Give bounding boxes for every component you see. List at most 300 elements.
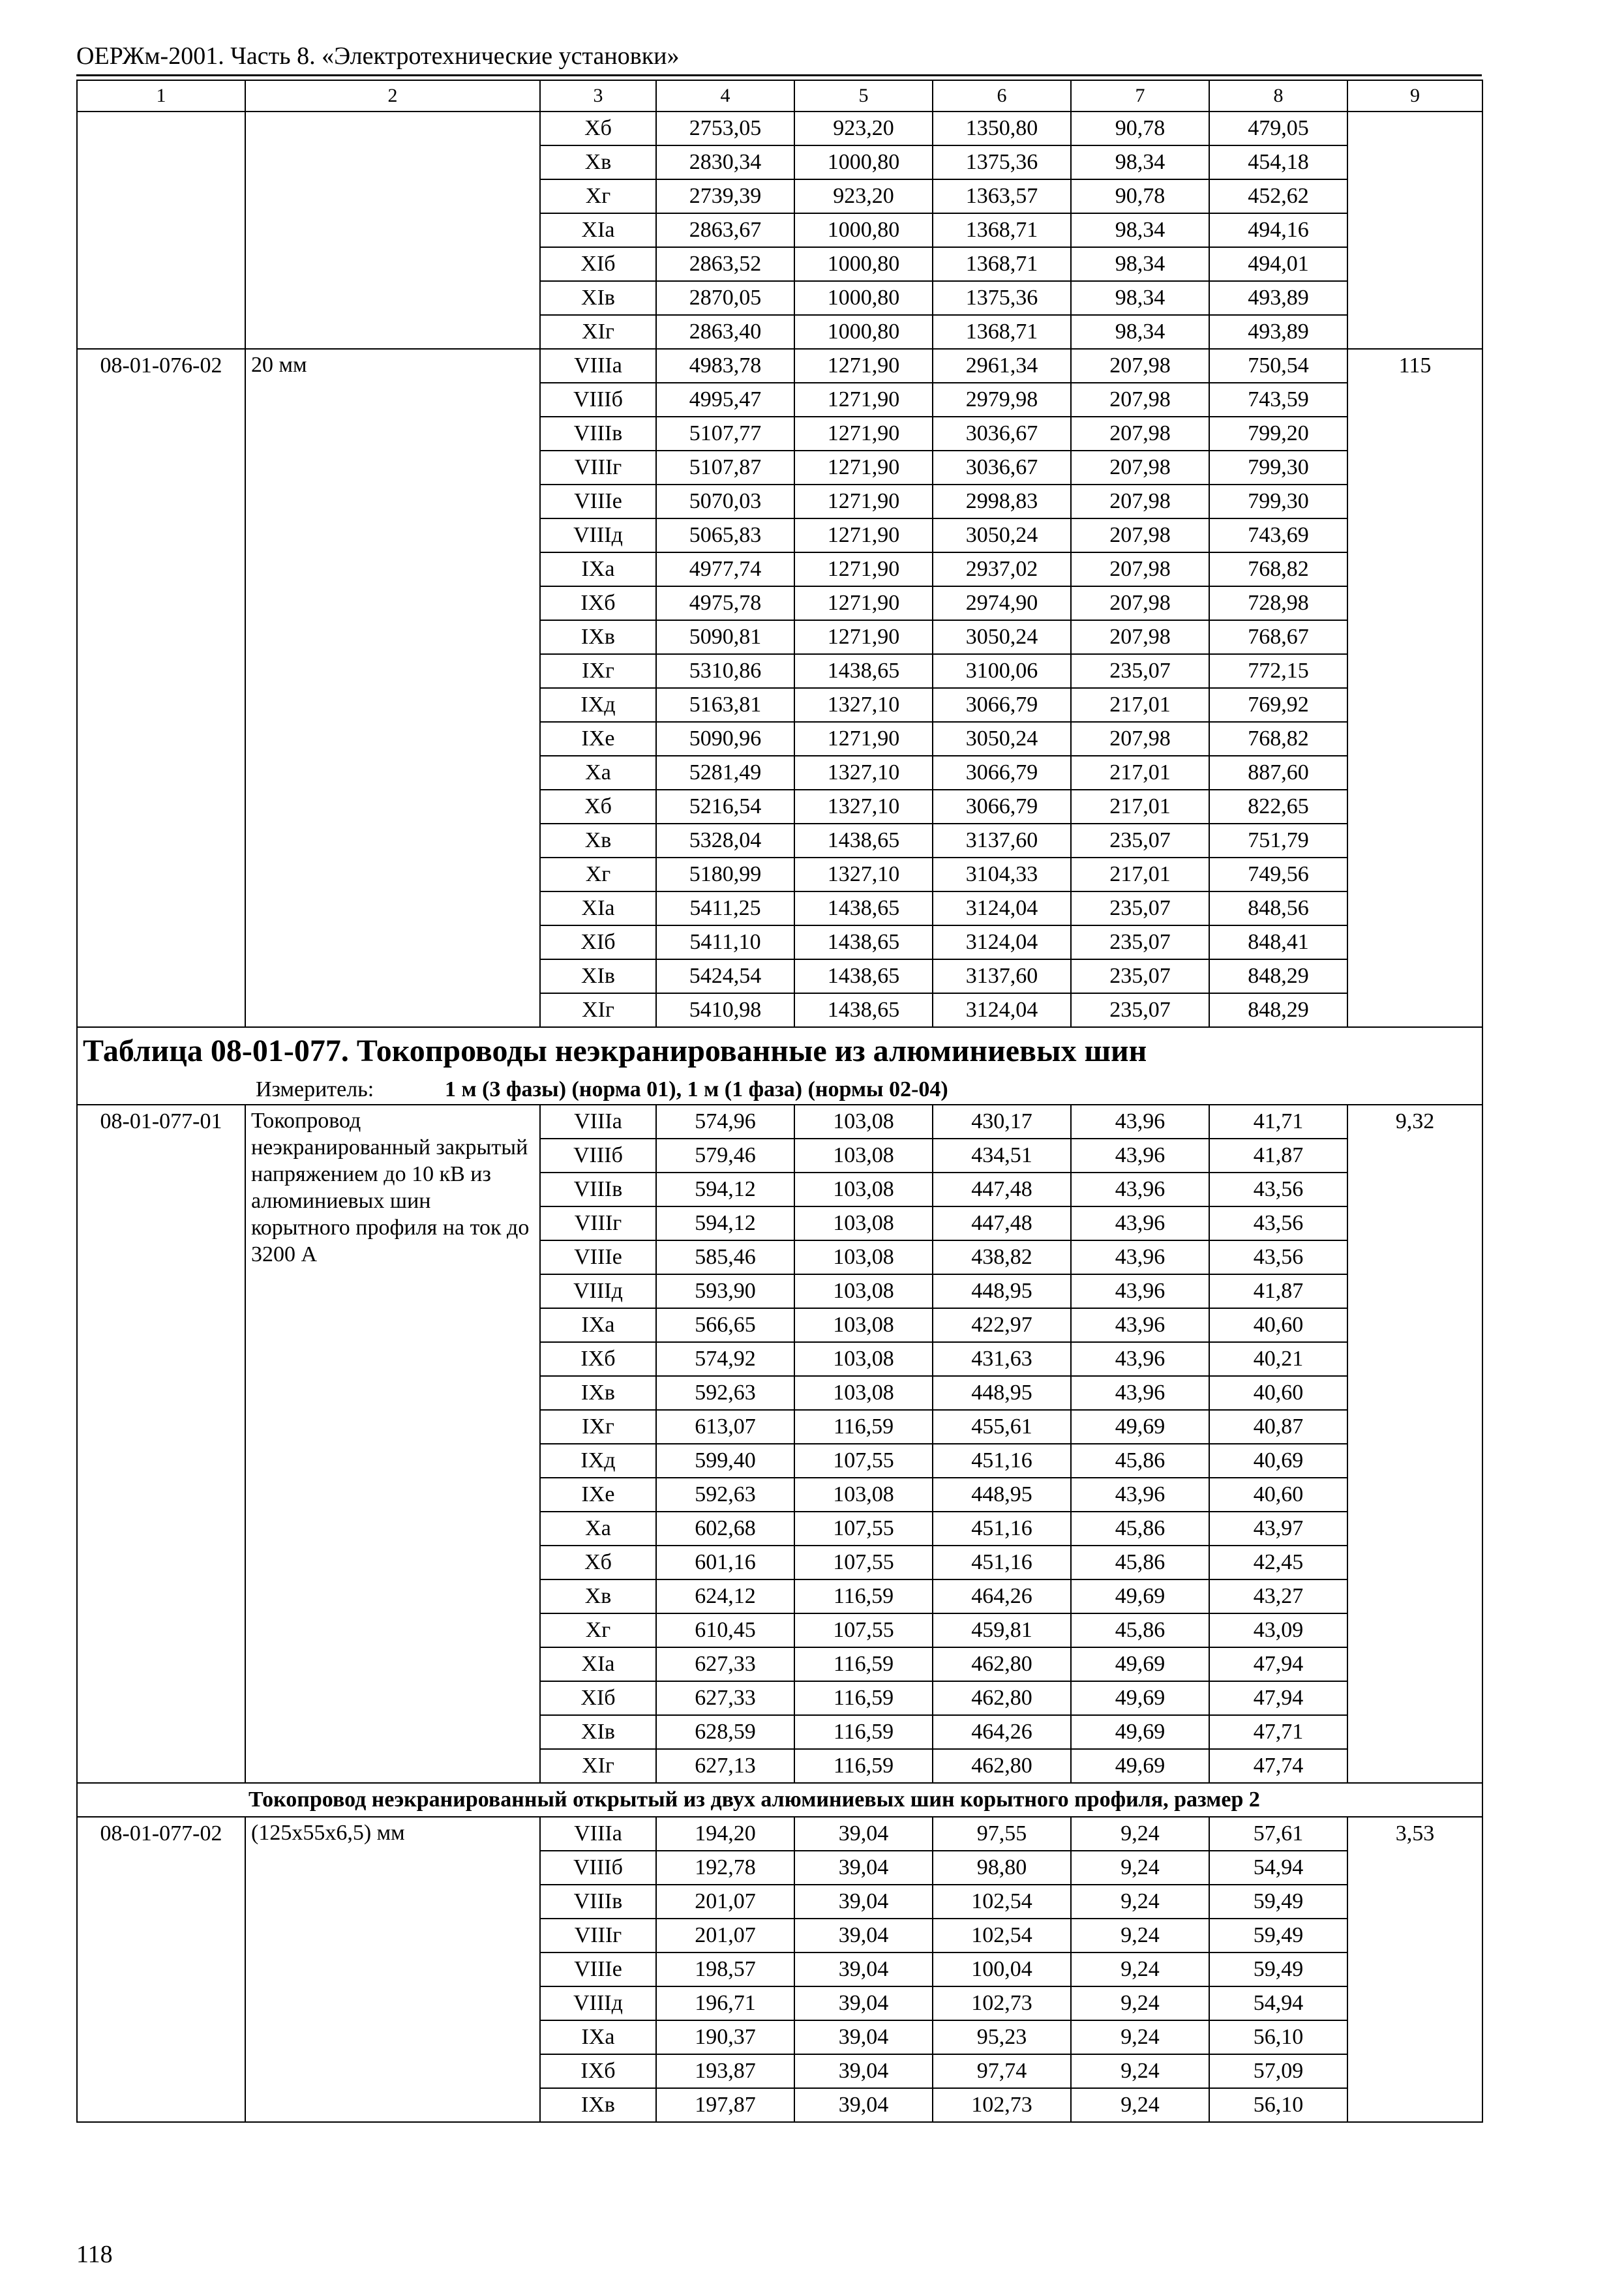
labor-cost-cell: 116,59 <box>794 1715 933 1749</box>
zone-cell: XIг <box>540 1749 656 1783</box>
total-cost-cell: 592,63 <box>656 1376 794 1410</box>
operator-wage-cell: 207,98 <box>1071 586 1209 620</box>
rate-code-cell: 08-01-077-02 <box>77 1817 245 2122</box>
operator-wage-cell: 45,86 <box>1071 1444 1209 1478</box>
table-title-row <box>77 1027 1482 1075</box>
machine-cost-cell: 3100,06 <box>933 654 1071 688</box>
total-cost-cell: 5163,81 <box>656 688 794 722</box>
zone-cell: VIIIе <box>540 1952 656 1986</box>
labor-cost-cell: 1438,65 <box>794 959 933 993</box>
zone-cell: IXг <box>540 654 656 688</box>
operator-wage-cell: 9,24 <box>1071 2054 1209 2088</box>
labor-cost-cell: 1438,65 <box>794 654 933 688</box>
zone-cell: XIа <box>540 1647 656 1681</box>
page-number: 118 <box>76 2241 113 2268</box>
zone-cell: VIIIв <box>540 1885 656 1919</box>
machine-cost-cell: 3066,79 <box>933 688 1071 722</box>
machine-cost-cell: 1368,71 <box>933 247 1071 281</box>
zone-cell: Xб <box>540 790 656 824</box>
labor-cost-cell: 1327,10 <box>794 790 933 824</box>
operator-wage-cell: 9,24 <box>1071 1986 1209 2020</box>
material-cost-cell: 43,27 <box>1209 1579 1347 1613</box>
zone-cell: VIIIг <box>540 1919 656 1952</box>
zone-cell: VIIIб <box>540 1851 656 1885</box>
operator-wage-cell: 9,24 <box>1071 1851 1209 1885</box>
material-cost-cell: 54,94 <box>1209 1851 1347 1885</box>
rate-name-cell: (125x55x6,5) мм <box>245 1817 540 2122</box>
zone-cell: XIб <box>540 1681 656 1715</box>
machine-cost-cell: 2974,90 <box>933 586 1071 620</box>
total-cost-cell: 5281,49 <box>656 756 794 790</box>
page-header-title: ОЕРЖм-2001. Часть 8. «Электротехнические установки» <box>76 42 680 70</box>
header-rule <box>76 74 1482 76</box>
operator-wage-cell: 9,24 <box>1071 1952 1209 1986</box>
machine-cost-cell: 448,95 <box>933 1274 1071 1308</box>
total-cost-cell: 193,87 <box>656 2054 794 2088</box>
labor-cost-cell: 1327,10 <box>794 858 933 891</box>
rate-code-cell: 08-01-077-01 <box>77 1105 245 1783</box>
labor-cost-cell: 1000,80 <box>794 247 933 281</box>
labor-cost-cell: 39,04 <box>794 2020 933 2054</box>
machine-cost-cell: 3104,33 <box>933 858 1071 891</box>
operator-wage-cell: 235,07 <box>1071 925 1209 959</box>
measure-label: Измеритель: <box>256 1077 374 1101</box>
machine-cost-cell: 1368,71 <box>933 315 1071 349</box>
machine-cost-cell: 431,63 <box>933 1342 1071 1376</box>
labor-cost-cell: 39,04 <box>794 2054 933 2088</box>
labor-cost-cell: 103,08 <box>794 1173 933 1206</box>
zone-cell: IXд <box>540 688 656 722</box>
total-cost-cell: 5090,81 <box>656 620 794 654</box>
total-cost-cell: 5310,86 <box>656 654 794 688</box>
machine-cost-cell: 3124,04 <box>933 925 1071 959</box>
labor-cost-cell: 1327,10 <box>794 688 933 722</box>
machine-cost-cell: 3066,79 <box>933 756 1071 790</box>
operator-wage-cell: 45,86 <box>1071 1546 1209 1579</box>
total-cost-cell: 594,12 <box>656 1206 794 1240</box>
material-cost-cell: 848,41 <box>1209 925 1347 959</box>
column-number-1: 1 <box>77 80 245 112</box>
material-cost-cell: 41,87 <box>1209 1274 1347 1308</box>
machine-cost-cell: 2998,83 <box>933 485 1071 518</box>
operator-wage-cell: 98,34 <box>1071 247 1209 281</box>
labor-cost-cell: 103,08 <box>794 1105 933 1139</box>
column-number-7: 7 <box>1071 80 1209 112</box>
measure-row <box>77 1075 1482 1105</box>
subheading-row <box>77 1783 1482 1817</box>
machine-cost-cell: 3124,04 <box>933 891 1071 925</box>
labor-cost-cell: 1438,65 <box>794 824 933 858</box>
labor-cost-cell: 1271,90 <box>794 552 933 586</box>
operator-wage-cell: 90,78 <box>1071 112 1209 145</box>
column-number-row <box>77 80 1482 112</box>
operator-wage-cell: 9,24 <box>1071 1885 1209 1919</box>
zone-cell: IXв <box>540 620 656 654</box>
material-cost-cell: 848,29 <box>1209 959 1347 993</box>
machine-cost-cell: 3036,67 <box>933 417 1071 451</box>
material-cost-cell: 493,89 <box>1209 315 1347 349</box>
material-cost-cell: 47,74 <box>1209 1749 1347 1783</box>
total-cost-cell: 4977,74 <box>656 552 794 586</box>
operator-wage-cell: 235,07 <box>1071 891 1209 925</box>
column-number-4: 4 <box>656 80 794 112</box>
material-cost-cell: 494,16 <box>1209 213 1347 247</box>
material-cost-cell: 40,69 <box>1209 1444 1347 1478</box>
material-cost-cell: 887,60 <box>1209 756 1347 790</box>
machine-cost-cell: 102,73 <box>933 2088 1071 2122</box>
labor-cost-cell: 1271,90 <box>794 417 933 451</box>
total-cost-cell: 5107,77 <box>656 417 794 451</box>
operator-wage-cell: 235,07 <box>1071 993 1209 1027</box>
labor-cost-cell: 107,55 <box>794 1546 933 1579</box>
machine-cost-cell: 100,04 <box>933 1952 1071 1986</box>
material-cost-cell: 47,94 <box>1209 1681 1347 1715</box>
machine-cost-cell: 3050,24 <box>933 518 1071 552</box>
operator-wage-cell: 235,07 <box>1071 654 1209 688</box>
operator-wage-cell: 235,07 <box>1071 959 1209 993</box>
material-cost-cell: 54,94 <box>1209 1986 1347 2020</box>
operator-wage-cell: 43,96 <box>1071 1105 1209 1139</box>
labor-cost-cell: 116,59 <box>794 1681 933 1715</box>
machine-cost-cell: 3137,60 <box>933 824 1071 858</box>
machine-cost-cell: 2961,34 <box>933 349 1071 383</box>
zone-cell: VIIIе <box>540 1240 656 1274</box>
machine-cost-cell: 97,55 <box>933 1817 1071 1851</box>
labor-cost-cell: 923,20 <box>794 179 933 213</box>
column-number-2: 2 <box>245 80 540 112</box>
zone-cell: VIIIв <box>540 417 656 451</box>
total-cost-cell: 2739,39 <box>656 179 794 213</box>
operator-wage-cell: 207,98 <box>1071 620 1209 654</box>
operator-wage-cell: 9,24 <box>1071 2088 1209 2122</box>
labor-cost-cell: 923,20 <box>794 112 933 145</box>
total-cost-cell: 594,12 <box>656 1173 794 1206</box>
zone-cell: IXб <box>540 1342 656 1376</box>
material-cost-cell: 56,10 <box>1209 2020 1347 2054</box>
machine-cost-cell: 3036,67 <box>933 451 1071 485</box>
machine-cost-cell: 95,23 <box>933 2020 1071 2054</box>
operator-wage-cell: 43,96 <box>1071 1308 1209 1342</box>
zone-cell: IXв <box>540 2088 656 2122</box>
machine-cost-cell: 3137,60 <box>933 959 1071 993</box>
operator-wage-cell: 207,98 <box>1071 485 1209 518</box>
machine-cost-cell: 98,80 <box>933 1851 1071 1885</box>
operator-wage-cell: 207,98 <box>1071 552 1209 586</box>
material-cost-cell: 40,60 <box>1209 1308 1347 1342</box>
zone-cell: XIв <box>540 959 656 993</box>
operator-wage-cell: 217,01 <box>1071 756 1209 790</box>
operator-wage-cell: 207,98 <box>1071 383 1209 417</box>
labor-cost-cell: 39,04 <box>794 1952 933 1986</box>
zone-cell: IXе <box>540 1478 656 1512</box>
material-cost-cell: 743,59 <box>1209 383 1347 417</box>
material-cost-cell: 749,56 <box>1209 858 1347 891</box>
table-title: Таблица 08-01-077. Токопроводы неэкранированные из алюминиевых шин <box>77 1027 1482 1075</box>
material-cost-cell: 43,56 <box>1209 1206 1347 1240</box>
operator-wage-cell: 207,98 <box>1071 349 1209 383</box>
total-cost-cell: 5216,54 <box>656 790 794 824</box>
material-cost-cell: 41,71 <box>1209 1105 1347 1139</box>
labor-cost-cell: 1000,80 <box>794 315 933 349</box>
operator-wage-cell: 43,96 <box>1071 1173 1209 1206</box>
operator-wage-cell: 43,96 <box>1071 1274 1209 1308</box>
total-cost-cell: 5065,83 <box>656 518 794 552</box>
total-cost-cell: 192,78 <box>656 1851 794 1885</box>
total-cost-cell: 627,33 <box>656 1681 794 1715</box>
labor-cost-cell: 103,08 <box>794 1478 933 1512</box>
rate-code-cell <box>77 112 245 349</box>
material-cost-cell: 59,49 <box>1209 1952 1347 1986</box>
total-cost-cell: 593,90 <box>656 1274 794 1308</box>
total-cost-cell: 5411,25 <box>656 891 794 925</box>
machine-cost-cell: 451,16 <box>933 1512 1071 1546</box>
total-cost-cell: 601,16 <box>656 1546 794 1579</box>
operator-wage-cell: 45,86 <box>1071 1613 1209 1647</box>
material-cost-cell: 454,18 <box>1209 145 1347 179</box>
labor-cost-cell: 116,59 <box>794 1647 933 1681</box>
material-cost-cell: 769,92 <box>1209 688 1347 722</box>
labor-cost-cell: 1327,10 <box>794 756 933 790</box>
operator-wage-cell: 43,96 <box>1071 1342 1209 1376</box>
total-cost-cell: 627,13 <box>656 1749 794 1783</box>
total-cost-cell: 197,87 <box>656 2088 794 2122</box>
zone-cell: XIб <box>540 247 656 281</box>
operator-wage-cell: 217,01 <box>1071 688 1209 722</box>
total-cost-cell: 196,71 <box>656 1986 794 2020</box>
total-cost-cell: 2753,05 <box>656 112 794 145</box>
zone-cell: VIIIд <box>540 518 656 552</box>
measure-cell <box>77 1075 1482 1105</box>
labor-cost-cell: 1271,90 <box>794 485 933 518</box>
machine-cost-cell: 3124,04 <box>933 993 1071 1027</box>
material-cost-cell: 848,29 <box>1209 993 1347 1027</box>
column-number-3: 3 <box>540 80 656 112</box>
labor-cost-cell: 103,08 <box>794 1240 933 1274</box>
material-cost-cell: 479,05 <box>1209 112 1347 145</box>
labor-cost-cell: 1271,90 <box>794 349 933 383</box>
total-cost-cell: 613,07 <box>656 1410 794 1444</box>
zone-cell: Xв <box>540 145 656 179</box>
labor-cost-cell: 1000,80 <box>794 213 933 247</box>
zone-cell: IXг <box>540 1410 656 1444</box>
machine-cost-cell: 451,16 <box>933 1444 1071 1478</box>
column-number-8: 8 <box>1209 80 1347 112</box>
table-row <box>77 112 1482 145</box>
zone-cell: XIб <box>540 925 656 959</box>
operator-wage-cell: 235,07 <box>1071 824 1209 858</box>
total-cost-cell: 602,68 <box>656 1512 794 1546</box>
total-cost-cell: 2863,52 <box>656 247 794 281</box>
labor-cost-cell: 1000,80 <box>794 145 933 179</box>
zone-cell: VIIIа <box>540 1105 656 1139</box>
operator-wage-cell: 98,34 <box>1071 145 1209 179</box>
operator-wage-cell: 207,98 <box>1071 518 1209 552</box>
zone-cell: IXв <box>540 1376 656 1410</box>
zone-cell: IXб <box>540 586 656 620</box>
operator-wage-cell: 207,98 <box>1071 417 1209 451</box>
total-cost-cell: 599,40 <box>656 1444 794 1478</box>
labor-cost-cell: 103,08 <box>794 1206 933 1240</box>
column-number-5: 5 <box>794 80 933 112</box>
total-cost-cell: 627,33 <box>656 1647 794 1681</box>
machine-cost-cell: 462,80 <box>933 1749 1071 1783</box>
operator-wage-cell: 9,24 <box>1071 1817 1209 1851</box>
total-cost-cell: 5424,54 <box>656 959 794 993</box>
operator-wage-cell: 49,69 <box>1071 1647 1209 1681</box>
machine-cost-cell: 462,80 <box>933 1647 1071 1681</box>
material-cost-cell: 40,87 <box>1209 1410 1347 1444</box>
material-cost-cell: 743,69 <box>1209 518 1347 552</box>
machine-cost-cell: 430,17 <box>933 1105 1071 1139</box>
total-cost-cell: 201,07 <box>656 1885 794 1919</box>
total-cost-cell: 592,63 <box>656 1478 794 1512</box>
zone-cell: XIг <box>540 993 656 1027</box>
machine-cost-cell: 448,95 <box>933 1376 1071 1410</box>
machine-cost-cell: 1350,80 <box>933 112 1071 145</box>
operator-wage-cell: 217,01 <box>1071 858 1209 891</box>
rates-sheet <box>76 80 1482 2123</box>
operator-wage-cell: 9,24 <box>1071 2020 1209 2054</box>
total-cost-cell: 624,12 <box>656 1579 794 1613</box>
labor-cost-cell: 1271,90 <box>794 518 933 552</box>
total-cost-cell: 610,45 <box>656 1613 794 1647</box>
material-cost-cell: 40,60 <box>1209 1478 1347 1512</box>
table-row <box>77 349 1482 383</box>
labor-cost-cell: 103,08 <box>794 1308 933 1342</box>
machine-cost-cell: 2979,98 <box>933 383 1071 417</box>
zone-cell: Xа <box>540 756 656 790</box>
total-cost-cell: 628,59 <box>656 1715 794 1749</box>
total-cost-cell: 5411,10 <box>656 925 794 959</box>
labor-cost-cell: 1271,90 <box>794 451 933 485</box>
zone-cell: IXб <box>540 2054 656 2088</box>
zone-cell: IXе <box>540 722 656 756</box>
total-cost-cell: 574,96 <box>656 1105 794 1139</box>
zone-cell: XIг <box>540 315 656 349</box>
zone-cell: VIIIб <box>540 1139 656 1173</box>
operator-wage-cell: 49,69 <box>1071 1579 1209 1613</box>
material-cost-cell: 56,10 <box>1209 2088 1347 2122</box>
machine-cost-cell: 438,82 <box>933 1240 1071 1274</box>
total-cost-cell: 5107,87 <box>656 451 794 485</box>
zone-cell: Xа <box>540 1512 656 1546</box>
total-cost-cell: 190,37 <box>656 2020 794 2054</box>
unit-quantity-cell: 115 <box>1347 349 1482 1027</box>
rate-name-cell: 20 мм <box>245 349 540 1027</box>
column-number-9: 9 <box>1347 80 1482 112</box>
zone-cell: Xв <box>540 824 656 858</box>
material-cost-cell: 59,49 <box>1209 1919 1347 1952</box>
operator-wage-cell: 43,96 <box>1071 1206 1209 1240</box>
operator-wage-cell: 43,96 <box>1071 1478 1209 1512</box>
operator-wage-cell: 49,69 <box>1071 1749 1209 1783</box>
total-cost-cell: 2830,34 <box>656 145 794 179</box>
machine-cost-cell: 462,80 <box>933 1681 1071 1715</box>
unit-quantity-cell: 3,53 <box>1347 1817 1482 2122</box>
zone-cell: VIIIг <box>540 451 656 485</box>
labor-cost-cell: 39,04 <box>794 1851 933 1885</box>
total-cost-cell: 5090,96 <box>656 722 794 756</box>
rate-name-cell <box>245 112 540 349</box>
labor-cost-cell: 116,59 <box>794 1579 933 1613</box>
operator-wage-cell: 43,96 <box>1071 1240 1209 1274</box>
labor-cost-cell: 1438,65 <box>794 993 933 1027</box>
total-cost-cell: 198,57 <box>656 1952 794 1986</box>
machine-cost-cell: 447,48 <box>933 1173 1071 1206</box>
zone-cell: Xг <box>540 858 656 891</box>
labor-cost-cell: 103,08 <box>794 1342 933 1376</box>
machine-cost-cell: 448,95 <box>933 1478 1071 1512</box>
zone-cell: VIIIг <box>540 1206 656 1240</box>
machine-cost-cell: 1375,36 <box>933 145 1071 179</box>
material-cost-cell: 768,82 <box>1209 722 1347 756</box>
zone-cell: VIIIб <box>540 383 656 417</box>
operator-wage-cell: 98,34 <box>1071 213 1209 247</box>
total-cost-cell: 4983,78 <box>656 349 794 383</box>
zone-cell: Xг <box>540 179 656 213</box>
total-cost-cell: 5410,98 <box>656 993 794 1027</box>
machine-cost-cell: 1375,36 <box>933 281 1071 315</box>
total-cost-cell: 566,65 <box>656 1308 794 1342</box>
operator-wage-cell: 49,69 <box>1071 1410 1209 1444</box>
labor-cost-cell: 1000,80 <box>794 281 933 315</box>
material-cost-cell: 728,98 <box>1209 586 1347 620</box>
material-cost-cell: 47,94 <box>1209 1647 1347 1681</box>
labor-cost-cell: 1271,90 <box>794 383 933 417</box>
column-number-6: 6 <box>933 80 1071 112</box>
zone-cell: XIа <box>540 891 656 925</box>
labor-cost-cell: 39,04 <box>794 1986 933 2020</box>
operator-wage-cell: 45,86 <box>1071 1512 1209 1546</box>
zone-cell: VIIIа <box>540 349 656 383</box>
subheading-cell: Токопровод неэкранированный открытый из двух алюминиевых шин корытного профиля, размер 2 <box>77 1783 1482 1817</box>
zone-cell: IXа <box>540 1308 656 1342</box>
machine-cost-cell: 1363,57 <box>933 179 1071 213</box>
machine-cost-cell: 459,81 <box>933 1613 1071 1647</box>
machine-cost-cell: 102,54 <box>933 1919 1071 1952</box>
total-cost-cell: 5070,03 <box>656 485 794 518</box>
material-cost-cell: 40,21 <box>1209 1342 1347 1376</box>
zone-cell: VIIIд <box>540 1274 656 1308</box>
zone-cell: XIа <box>540 213 656 247</box>
material-cost-cell: 57,61 <box>1209 1817 1347 1851</box>
labor-cost-cell: 116,59 <box>794 1749 933 1783</box>
total-cost-cell: 201,07 <box>656 1919 794 1952</box>
zone-cell: VIIIа <box>540 1817 656 1851</box>
labor-cost-cell: 107,55 <box>794 1444 933 1478</box>
material-cost-cell: 452,62 <box>1209 179 1347 213</box>
zone-cell: VIIIе <box>540 485 656 518</box>
zone-cell: Xг <box>540 1613 656 1647</box>
total-cost-cell: 2863,67 <box>656 213 794 247</box>
material-cost-cell: 43,09 <box>1209 1613 1347 1647</box>
zone-cell: IXд <box>540 1444 656 1478</box>
operator-wage-cell: 43,96 <box>1071 1139 1209 1173</box>
machine-cost-cell: 102,73 <box>933 1986 1071 2020</box>
machine-cost-cell: 102,54 <box>933 1885 1071 1919</box>
machine-cost-cell: 2937,02 <box>933 552 1071 586</box>
zone-cell: XIв <box>540 281 656 315</box>
operator-wage-cell: 49,69 <box>1071 1715 1209 1749</box>
material-cost-cell: 493,89 <box>1209 281 1347 315</box>
zone-cell: IXа <box>540 552 656 586</box>
zone-cell: IXа <box>540 2020 656 2054</box>
labor-cost-cell: 107,55 <box>794 1613 933 1647</box>
unit-quantity-cell: 9,32 <box>1347 1105 1482 1783</box>
table-row <box>77 1817 1482 1851</box>
machine-cost-cell: 447,48 <box>933 1206 1071 1240</box>
labor-cost-cell: 103,08 <box>794 1139 933 1173</box>
